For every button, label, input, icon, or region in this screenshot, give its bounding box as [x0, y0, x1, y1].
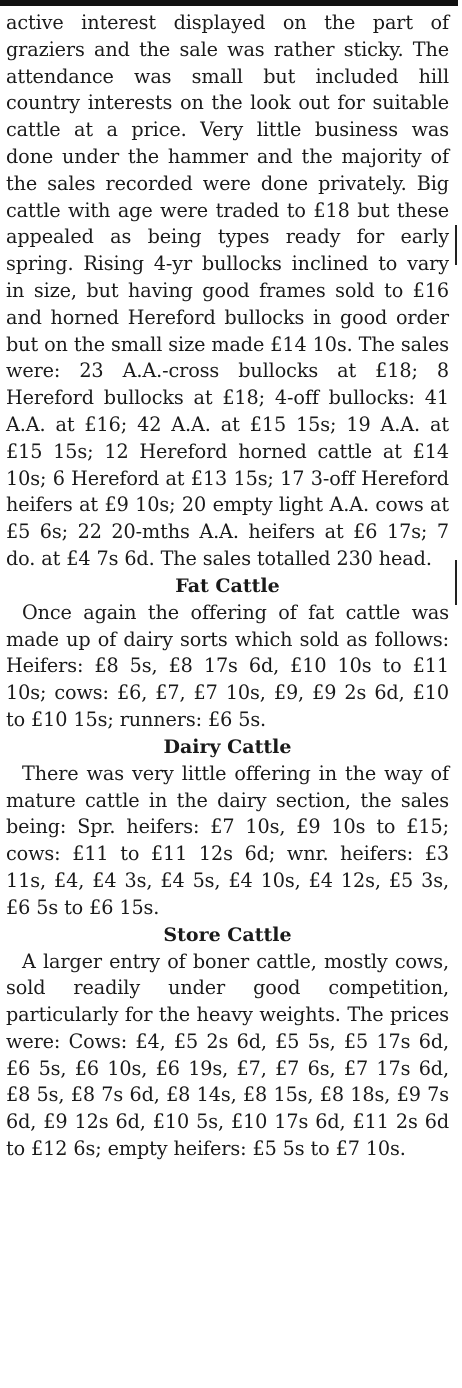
section-body-store-cattle: A larger entry of boner cattle, mostly cows, sold readily under good competition, particularly for the heavy weights. The prices were: Cows: £4, £5 2s 6d, £5 5s, £5 17s 6d, £6 5s, £6 10s, £6 19s, £7, £7 6s, £7 17s 6d, £8 5s, £8 7s 6d, £8 14s, £8 15s, £8 18s, £9 7s 6d, £9 12s 6d, £10 5s, £10 17s 6d, £11 2s 6d to £12 6s; empty heifers: £5 5s to £7 10s.	[6, 949, 449, 1161]
article-column	[6, 10, 449, 1163]
section-heading-store-cattle: Store Cattle	[163, 923, 292, 946]
section-heading-fat-cattle: Fat Cattle	[175, 574, 280, 597]
top-rule	[0, 0, 458, 6]
column-rule	[455, 560, 457, 605]
column-rule	[455, 225, 457, 265]
section-body-dairy-cattle: There was very little offering in the way of mature cattle in the dairy section, the sales being: Spr. heifers: £7 10s, £9 10s to £15; cows: £11 to £11 12s 6d; wnr. heifers: £3 11s, £4, £4 3s, £4 5s, £4 10s, £4 12s, £5 3s, £6 5s to £6 15s.	[6, 761, 449, 919]
section-body-fat-cattle: Once again the offering of fat cattle was made up of dairy sorts which sold as follows: Heifers: £8 5s, £8 17s 6d, £10 10s to £11 10s; cows: £6, £7, £7 10s, £9, £9 2s 6d, £10 to £10 15s; runners: £6 5s.	[6, 600, 449, 731]
intro-paragraph: active interest displayed on the part of graziers and the sale was rather sticky. The attendance was small but included hill country interests on the look out for suitable cattle at a price. Very little business was done under the hammer and the majority of the sales recorded were done privately. Big cattle with age were traded to £18 but these appealed as being types ready for early spring. Rising 4-yr bullocks inclined to vary in size, but having good frames sold to £16 and horned Hereford bullocks in good order but on the small size made £14 10s. The sales were: 23 A.A.-cross bullocks at £18; 8 Hereford bullocks at £18; 4-off bullocks: 41 A.A. at £16; 42 A.A. at £15 15s; 19 A.A. at £15 15s; 12 Hereford horned cattle at £14 10s; 6 Hereford at £13 15s; 17 3-off Hereford heifers at £9 10s; 20 empty light A.A. cows at £5 6s; 22 20-mths A.A. heifers at £6 17s; 7 do. at £4 7s 6d. The sales totalled 230 head.	[6, 11, 449, 570]
section-heading-dairy-cattle: Dairy Cattle	[163, 735, 292, 758]
